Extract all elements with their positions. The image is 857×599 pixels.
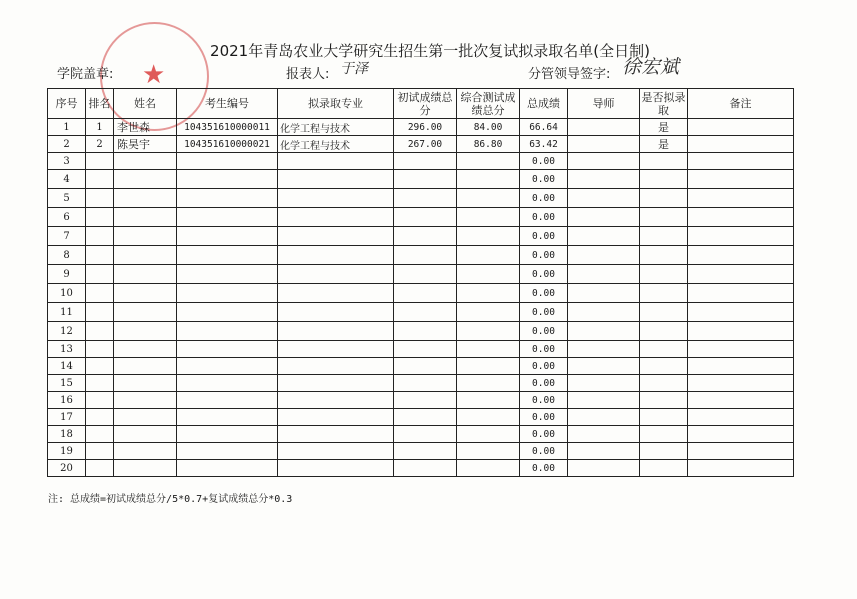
cell-major xyxy=(278,284,394,303)
cell-exam-id xyxy=(177,227,278,246)
table-row xyxy=(48,208,794,227)
cell-total-score: 0.00 xyxy=(520,392,568,409)
cell-name xyxy=(114,227,177,246)
cell-major xyxy=(278,341,394,358)
cell-remarks xyxy=(688,189,794,208)
table-row xyxy=(48,358,794,375)
cell-exam-id xyxy=(177,208,278,227)
cell-admitted xyxy=(640,303,688,322)
cell-index: 16 xyxy=(48,392,86,409)
cell-exam-id xyxy=(177,303,278,322)
cell-total-score: 0.00 xyxy=(520,426,568,443)
cell-exam-id xyxy=(177,358,278,375)
cell-major xyxy=(278,443,394,460)
table-row xyxy=(48,409,794,426)
cell-remarks xyxy=(688,409,794,426)
cell-rank: 1 xyxy=(86,119,114,136)
page-title: 2021年青岛农业大学研究生招生第一批次复试拟录取名单(全日制) xyxy=(210,42,650,60)
cell-rank xyxy=(86,341,114,358)
cell-retest-score xyxy=(457,409,520,426)
cell-exam-id xyxy=(177,443,278,460)
cell-supervisor xyxy=(568,153,640,170)
table-row xyxy=(48,189,794,208)
cell-exam-id xyxy=(177,392,278,409)
cell-major xyxy=(278,170,394,189)
cell-initial-score xyxy=(394,460,457,477)
cell-initial-score xyxy=(394,341,457,358)
footnote: 注: 总成绩=初试成绩总分/5*0.7+复试成绩总分*0.3 xyxy=(48,494,293,505)
cell-remarks xyxy=(688,460,794,477)
cell-remarks xyxy=(688,443,794,460)
cell-exam-id xyxy=(177,284,278,303)
header-exam-id: 考生编号 xyxy=(177,89,278,119)
cell-supervisor xyxy=(568,136,640,153)
header-admitted: 是否拟录取 xyxy=(641,90,686,117)
cell-rank xyxy=(86,375,114,392)
table-row xyxy=(48,284,794,303)
cell-retest-score xyxy=(457,153,520,170)
table-row xyxy=(48,460,794,477)
cell-remarks xyxy=(688,358,794,375)
cell-index: 2 xyxy=(48,136,86,153)
admission-table xyxy=(47,88,794,477)
cell-remarks xyxy=(688,392,794,409)
cell-total-score: 0.00 xyxy=(520,443,568,460)
cell-admitted xyxy=(640,227,688,246)
cell-major xyxy=(278,153,394,170)
cell-supervisor xyxy=(568,409,640,426)
table-header-row xyxy=(48,89,794,119)
header-retest-score: 综合测试成绩总分 xyxy=(457,89,520,119)
cell-index: 18 xyxy=(48,426,86,443)
cell-retest-score xyxy=(457,426,520,443)
cell-index: 8 xyxy=(48,246,86,265)
cell-rank xyxy=(86,227,114,246)
header-remarks: 备注 xyxy=(688,89,794,119)
cell-remarks xyxy=(688,136,794,153)
cell-exam-id: 104351610000011 xyxy=(177,119,278,136)
cell-admitted xyxy=(640,189,688,208)
cell-initial-score xyxy=(394,265,457,284)
cell-major xyxy=(278,322,394,341)
cell-exam-id xyxy=(177,246,278,265)
cell-initial-score xyxy=(394,208,457,227)
cell-remarks xyxy=(688,265,794,284)
cell-retest-score: 84.00 xyxy=(457,119,520,136)
cell-name xyxy=(114,392,177,409)
table-row xyxy=(48,153,794,170)
table-row xyxy=(48,227,794,246)
cell-remarks xyxy=(688,208,794,227)
cell-initial-score xyxy=(394,227,457,246)
cell-admitted xyxy=(640,284,688,303)
cell-exam-id xyxy=(177,375,278,392)
cell-initial-score xyxy=(394,409,457,426)
cell-total-score: 0.00 xyxy=(520,208,568,227)
cell-rank xyxy=(86,409,114,426)
cell-name: 陈昊宇 xyxy=(114,136,177,153)
cell-retest-score: 86.80 xyxy=(457,136,520,153)
cell-name: 李世森 xyxy=(114,119,177,136)
cell-rank xyxy=(86,443,114,460)
cell-index: 3 xyxy=(48,153,86,170)
cell-major xyxy=(278,426,394,443)
cell-exam-id xyxy=(177,265,278,284)
cell-admitted xyxy=(640,265,688,284)
cell-name xyxy=(114,443,177,460)
cell-rank xyxy=(86,284,114,303)
cell-major xyxy=(278,392,394,409)
cell-initial-score xyxy=(394,443,457,460)
cell-remarks xyxy=(688,246,794,265)
cell-retest-score xyxy=(457,227,520,246)
cell-total-score: 0.00 xyxy=(520,227,568,246)
cell-initial-score: 296.00 xyxy=(394,119,457,136)
cell-exam-id xyxy=(177,341,278,358)
cell-supervisor xyxy=(568,460,640,477)
cell-rank xyxy=(86,426,114,443)
cell-initial-score xyxy=(394,375,457,392)
cell-total-score: 0.00 xyxy=(520,246,568,265)
cell-retest-score xyxy=(457,443,520,460)
cell-remarks xyxy=(688,341,794,358)
table-row xyxy=(48,426,794,443)
cell-major xyxy=(278,460,394,477)
cell-admitted xyxy=(640,409,688,426)
cell-retest-score xyxy=(457,189,520,208)
cell-initial-score xyxy=(394,358,457,375)
table-row xyxy=(48,322,794,341)
cell-remarks xyxy=(688,375,794,392)
cell-admitted xyxy=(640,170,688,189)
cell-admitted xyxy=(640,443,688,460)
cell-major xyxy=(278,409,394,426)
header-total-score: 总成绩 xyxy=(520,89,568,119)
leader-label: 分管领导签字: xyxy=(528,67,611,82)
cell-index: 14 xyxy=(48,358,86,375)
seal-star-icon: ★ xyxy=(142,60,166,90)
cell-supervisor xyxy=(568,375,640,392)
table-row xyxy=(48,136,794,153)
header-name: 姓名 xyxy=(114,89,177,119)
cell-name xyxy=(114,303,177,322)
cell-initial-score xyxy=(394,170,457,189)
cell-remarks xyxy=(688,119,794,136)
cell-name xyxy=(114,265,177,284)
cell-total-score: 0.00 xyxy=(520,170,568,189)
cell-index: 12 xyxy=(48,322,86,341)
cell-index: 4 xyxy=(48,170,86,189)
reporter-label: 报表人: xyxy=(286,67,330,82)
cell-rank xyxy=(86,170,114,189)
cell-rank xyxy=(86,265,114,284)
table-row xyxy=(48,341,794,358)
header-rank: 排名 xyxy=(86,89,114,119)
cell-index: 20 xyxy=(48,460,86,477)
cell-index: 15 xyxy=(48,375,86,392)
cell-remarks xyxy=(688,426,794,443)
cell-index: 11 xyxy=(48,303,86,322)
cell-remarks xyxy=(688,303,794,322)
cell-total-score: 0.00 xyxy=(520,322,568,341)
cell-rank xyxy=(86,153,114,170)
cell-index: 19 xyxy=(48,443,86,460)
cell-retest-score xyxy=(457,341,520,358)
table-row xyxy=(48,119,794,136)
cell-major xyxy=(278,246,394,265)
cell-supervisor xyxy=(568,119,640,136)
cell-name xyxy=(114,170,177,189)
cell-remarks xyxy=(688,170,794,189)
cell-index: 10 xyxy=(48,284,86,303)
cell-name xyxy=(114,153,177,170)
header-major: 拟录取专业 xyxy=(278,89,394,119)
cell-supervisor xyxy=(568,303,640,322)
cell-initial-score xyxy=(394,392,457,409)
cell-retest-score xyxy=(457,322,520,341)
cell-supervisor xyxy=(568,392,640,409)
cell-retest-score xyxy=(457,170,520,189)
cell-major xyxy=(278,303,394,322)
cell-exam-id: 104351610000021 xyxy=(177,136,278,153)
cell-index: 7 xyxy=(48,227,86,246)
table-row xyxy=(48,246,794,265)
cell-admitted xyxy=(640,375,688,392)
cell-supervisor xyxy=(568,246,640,265)
cell-retest-score xyxy=(457,246,520,265)
cell-remarks xyxy=(688,227,794,246)
cell-index: 6 xyxy=(48,208,86,227)
header-supervisor: 导师 xyxy=(568,89,640,119)
cell-name xyxy=(114,208,177,227)
cell-rank xyxy=(86,460,114,477)
cell-exam-id xyxy=(177,460,278,477)
cell-retest-score xyxy=(457,392,520,409)
cell-supervisor xyxy=(568,358,640,375)
cell-total-score: 0.00 xyxy=(520,153,568,170)
cell-rank xyxy=(86,303,114,322)
table-row xyxy=(48,303,794,322)
cell-admitted xyxy=(640,460,688,477)
cell-admitted xyxy=(640,322,688,341)
table-row xyxy=(48,265,794,284)
leader-signature: 徐宏斌 xyxy=(622,56,680,78)
cell-supervisor xyxy=(568,426,640,443)
cell-remarks xyxy=(688,322,794,341)
cell-index: 17 xyxy=(48,409,86,426)
cell-exam-id xyxy=(177,426,278,443)
cell-name xyxy=(114,284,177,303)
cell-total-score: 0.00 xyxy=(520,358,568,375)
table-row xyxy=(48,392,794,409)
cell-retest-score xyxy=(457,303,520,322)
cell-exam-id xyxy=(177,409,278,426)
cell-exam-id xyxy=(177,153,278,170)
cell-name xyxy=(114,246,177,265)
cell-rank xyxy=(86,392,114,409)
cell-total-score: 63.42 xyxy=(520,136,568,153)
cell-initial-score xyxy=(394,153,457,170)
cell-major xyxy=(278,375,394,392)
cell-total-score: 0.00 xyxy=(520,303,568,322)
cell-supervisor xyxy=(568,265,640,284)
cell-initial-score xyxy=(394,284,457,303)
cell-supervisor xyxy=(568,208,640,227)
cell-index: 5 xyxy=(48,189,86,208)
cell-major xyxy=(278,358,394,375)
cell-index: 1 xyxy=(48,119,86,136)
cell-retest-score xyxy=(457,208,520,227)
cell-total-score: 0.00 xyxy=(520,284,568,303)
cell-admitted: 是 xyxy=(640,119,688,136)
cell-admitted xyxy=(640,208,688,227)
cell-rank: 2 xyxy=(86,136,114,153)
cell-supervisor xyxy=(568,322,640,341)
cell-rank xyxy=(86,208,114,227)
cell-supervisor xyxy=(568,227,640,246)
cell-initial-score xyxy=(394,189,457,208)
cell-admitted xyxy=(640,426,688,443)
table-row xyxy=(48,170,794,189)
cell-supervisor xyxy=(568,189,640,208)
cell-exam-id xyxy=(177,170,278,189)
cell-admitted xyxy=(640,392,688,409)
cell-rank xyxy=(86,322,114,341)
cell-initial-score: 267.00 xyxy=(394,136,457,153)
seal-label: 学院盖章: xyxy=(57,67,114,82)
reporter-signature: 于泽 xyxy=(340,61,368,77)
table-row xyxy=(48,443,794,460)
cell-remarks xyxy=(688,153,794,170)
cell-admitted xyxy=(640,153,688,170)
cell-major: 化学工程与技术 xyxy=(278,136,394,153)
table-row xyxy=(48,375,794,392)
cell-total-score: 0.00 xyxy=(520,409,568,426)
cell-rank xyxy=(86,246,114,265)
cell-major xyxy=(278,265,394,284)
cell-rank xyxy=(86,358,114,375)
cell-supervisor xyxy=(568,443,640,460)
cell-initial-score xyxy=(394,246,457,265)
cell-major: 化学工程与技术 xyxy=(278,119,394,136)
cell-initial-score xyxy=(394,426,457,443)
cell-index: 9 xyxy=(48,265,86,284)
cell-total-score: 0.00 xyxy=(520,189,568,208)
cell-name xyxy=(114,189,177,208)
cell-name xyxy=(114,426,177,443)
cell-exam-id xyxy=(177,322,278,341)
cell-exam-id xyxy=(177,189,278,208)
cell-name xyxy=(114,322,177,341)
cell-total-score: 0.00 xyxy=(520,341,568,358)
cell-retest-score xyxy=(457,460,520,477)
cell-major xyxy=(278,227,394,246)
cell-admitted: 是 xyxy=(640,136,688,153)
header-index: 序号 xyxy=(48,89,86,119)
cell-major xyxy=(278,208,394,227)
cell-rank xyxy=(86,189,114,208)
cell-total-score: 0.00 xyxy=(520,460,568,477)
cell-retest-score xyxy=(457,284,520,303)
cell-admitted xyxy=(640,358,688,375)
cell-retest-score xyxy=(457,358,520,375)
cell-name xyxy=(114,409,177,426)
cell-initial-score xyxy=(394,303,457,322)
cell-name xyxy=(114,358,177,375)
header-initial-score: 初试成绩总分 xyxy=(394,89,457,119)
cell-retest-score xyxy=(457,375,520,392)
cell-supervisor xyxy=(568,341,640,358)
cell-name xyxy=(114,460,177,477)
cell-remarks xyxy=(688,284,794,303)
cell-admitted xyxy=(640,341,688,358)
cell-total-score: 0.00 xyxy=(520,265,568,284)
cell-name xyxy=(114,341,177,358)
cell-initial-score xyxy=(394,322,457,341)
cell-major xyxy=(278,189,394,208)
cell-total-score: 66.64 xyxy=(520,119,568,136)
cell-supervisor xyxy=(568,170,640,189)
cell-supervisor xyxy=(568,284,640,303)
cell-index: 13 xyxy=(48,341,86,358)
cell-total-score: 0.00 xyxy=(520,375,568,392)
cell-name xyxy=(114,375,177,392)
cell-admitted xyxy=(640,246,688,265)
cell-retest-score xyxy=(457,265,520,284)
